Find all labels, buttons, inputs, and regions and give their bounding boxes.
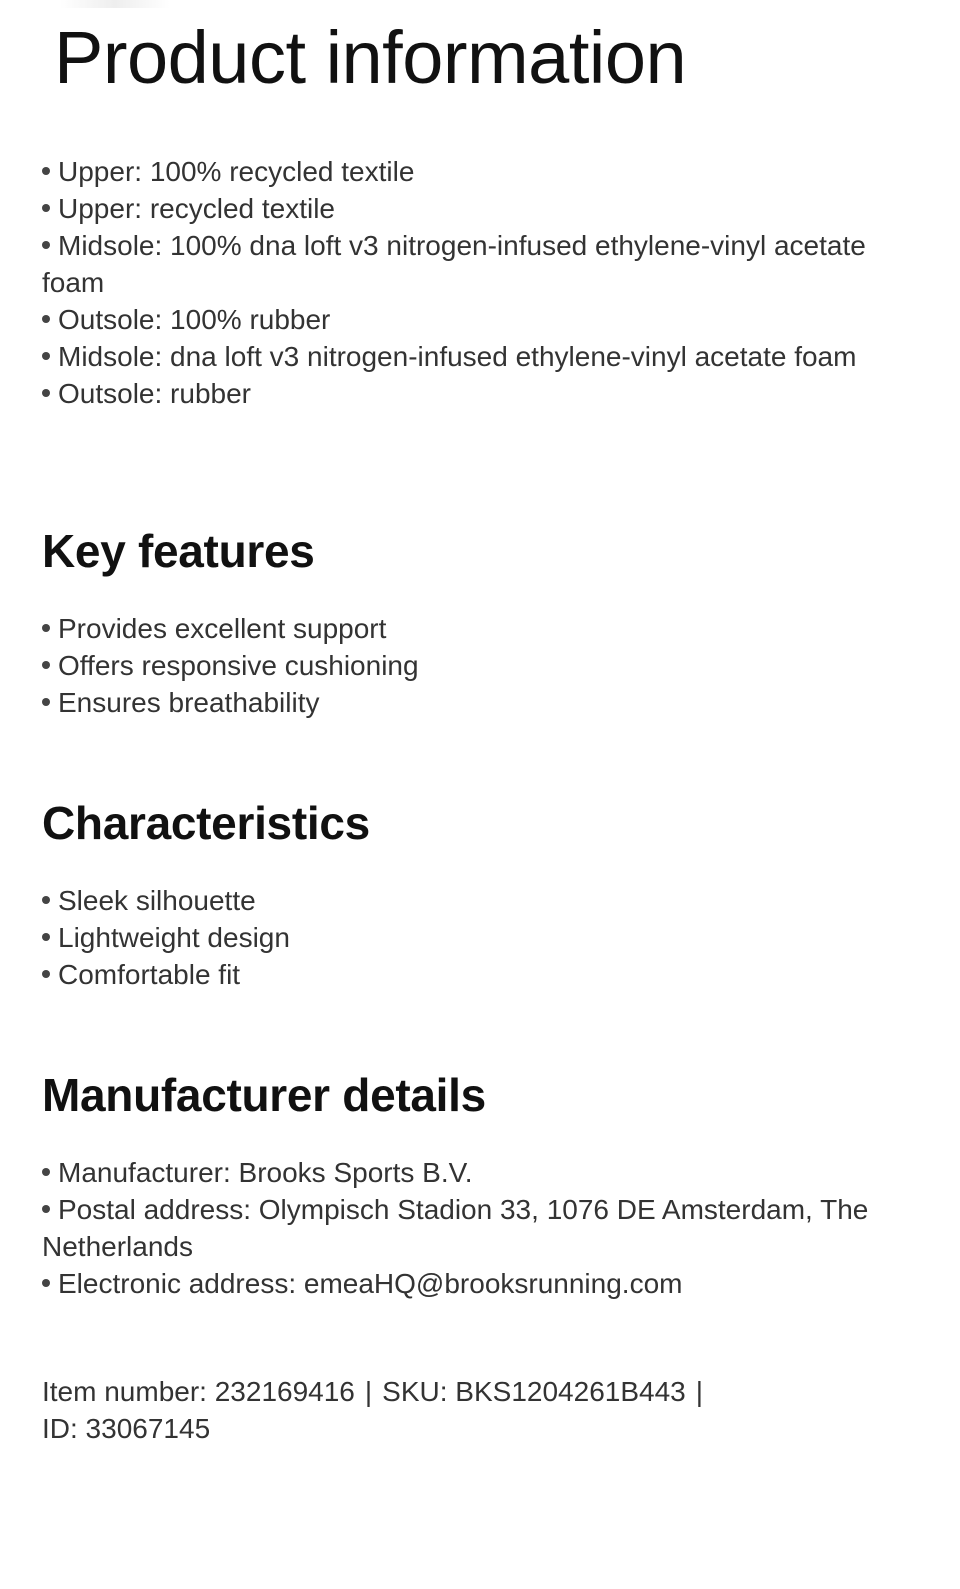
list-item: Provides excellent support [42, 610, 872, 647]
bullet-icon [42, 624, 50, 632]
bullet-icon [42, 661, 50, 669]
list-item: Ensures breathability [42, 684, 872, 721]
bullet-icon [42, 167, 50, 175]
bullet-icon [42, 241, 50, 249]
item-number: Item number: 232169416 [42, 1376, 355, 1407]
top-fade-decoration [60, 0, 170, 8]
bullet-icon [42, 204, 50, 212]
list-item: Comfortable fit [42, 956, 872, 993]
key-features-list [42, 610, 872, 721]
list-item: Offers responsive cushioning [42, 647, 872, 684]
list-item: Outsole: 100% rubber [42, 301, 872, 338]
list-item: Midsole: dna loft v3 nitrogen-infused ethylene-vinyl acetate foam [42, 338, 872, 375]
list-item: Sleek silhouette [42, 882, 872, 919]
list-item: Postal address: Olympisch Stadion 33, 1076 DE Amsterdam, The Netherlands [42, 1194, 869, 1262]
list-item: Upper: recycled textile [42, 190, 872, 227]
list-item: Outsole: rubber [42, 375, 872, 412]
bullet-icon [42, 970, 50, 978]
bullet-icon [42, 315, 50, 323]
bullet-icon [42, 389, 50, 397]
separator: | [364, 1376, 373, 1407]
characteristics-title: Characteristics [42, 797, 370, 849]
bullet-icon [42, 352, 50, 360]
manufacturer-details-list [42, 1154, 872, 1302]
bullet-icon [42, 933, 50, 941]
list-item: Upper: 100% recycled textile [42, 153, 872, 190]
list-item: Manufacturer: Brooks Sports B.V. [42, 1154, 872, 1191]
list-item: Lightweight design [42, 919, 872, 956]
list-item [42, 1265, 872, 1302]
product-id: ID: 33067145 [42, 1413, 211, 1444]
key-features-title: Key features [42, 525, 315, 577]
email-address: Electronic address: emeaHQ@brooksrunning.com [58, 1268, 683, 1299]
bullet-icon [42, 1168, 50, 1176]
manufacturer-details-title: Manufacturer details [42, 1069, 486, 1121]
bullet-icon [42, 1205, 50, 1213]
bullet-icon [42, 698, 50, 706]
product-identifiers [42, 1373, 802, 1447]
separator: | [695, 1376, 704, 1407]
bullet-icon [42, 1279, 50, 1287]
materials-list [42, 153, 872, 412]
list-item: Midsole: 100% dna loft v3 nitrogen-infused ethylene-vinyl acetate foam [42, 230, 866, 298]
sku: SKU: BKS1204261B443 [382, 1376, 686, 1407]
page-title: Product information [54, 16, 687, 99]
characteristics-list [42, 882, 872, 993]
bullet-icon [42, 896, 50, 904]
